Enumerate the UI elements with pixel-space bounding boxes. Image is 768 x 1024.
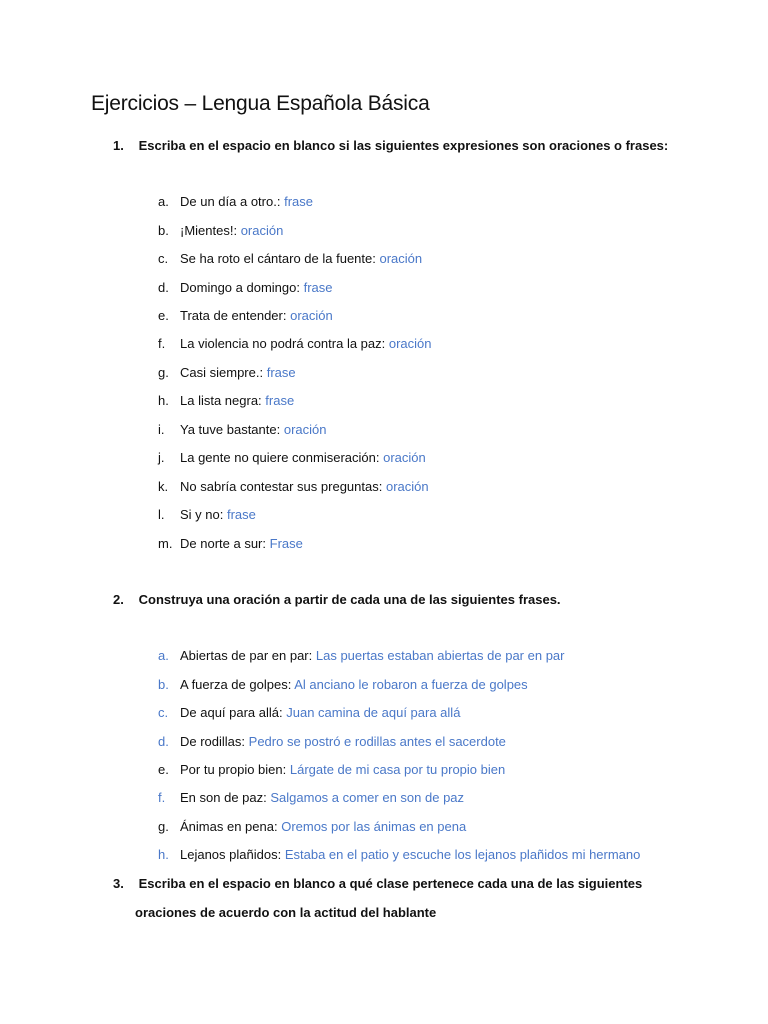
list-item — [158, 647, 565, 665]
item-answer: Lárgate de mi casa por tu propio bien — [289, 762, 506, 777]
item-answer: frase — [226, 507, 256, 522]
list-item — [158, 676, 528, 694]
item-answer: oración — [388, 336, 432, 351]
question-number: 3. — [113, 876, 124, 891]
item-answer: oración — [283, 422, 327, 437]
item-letter: h. — [158, 847, 169, 862]
item-letter: g. — [158, 819, 169, 834]
item-text: Ánimas en pena: — [180, 819, 278, 834]
item-letter: a. — [158, 194, 169, 209]
question-number: 1. — [113, 138, 124, 153]
list-item — [158, 392, 294, 410]
item-text: No sabría contestar sus preguntas: — [180, 479, 383, 494]
list-item — [158, 478, 429, 496]
item-text: Lejanos plañidos: — [180, 847, 282, 862]
item-answer: oración — [290, 308, 333, 323]
list-item — [158, 761, 505, 779]
list-item — [158, 364, 296, 382]
item-answer: Estaba en el patio y escuche los lejanos plañidos mi hermano — [284, 847, 641, 862]
list-item — [158, 193, 313, 211]
item-text: De norte a sur: — [180, 536, 266, 551]
item-letter: f. — [158, 336, 166, 351]
question-text-continued: oraciones de acuerdo con la actitud del hablante — [135, 905, 437, 920]
item-answer: oración — [385, 479, 429, 494]
item-text: La violencia no podrá contra la paz: — [180, 336, 386, 351]
item-text: En son de paz: — [180, 790, 267, 805]
list-item — [158, 789, 464, 807]
item-text: A fuerza de golpes: — [180, 677, 292, 692]
item-answer: oración — [383, 450, 426, 465]
item-answer: oración — [240, 223, 284, 238]
item-answer: frase — [266, 365, 296, 380]
list-item — [158, 222, 283, 240]
item-letter: d. — [158, 280, 169, 295]
item-letter: c. — [158, 251, 169, 266]
item-text: Por tu propio bien: — [180, 762, 287, 777]
list-item — [158, 449, 426, 467]
item-letter: m. — [158, 536, 173, 551]
item-answer: Juan camina de aquí para allá — [286, 705, 461, 720]
item-text: La gente no quiere conmiseración: — [180, 450, 380, 465]
item-letter: k. — [158, 479, 169, 494]
question-number: 2. — [113, 592, 124, 607]
item-text: Ya tuve bastante: — [180, 422, 281, 437]
item-letter: e. — [158, 308, 169, 323]
item-text: Casi siempre.: — [180, 365, 264, 380]
item-letter: b. — [158, 677, 169, 692]
question-1 — [113, 138, 668, 153]
item-letter: h. — [158, 393, 169, 408]
question-text: Escriba en el espacio en blanco a qué clase pertenece cada una de las siguientes — [138, 876, 643, 891]
item-text: Si y no: — [180, 507, 224, 522]
item-letter: l. — [158, 507, 165, 522]
item-letter: i. — [158, 422, 165, 437]
item-answer: frase — [284, 194, 313, 209]
list-item — [158, 307, 333, 325]
item-answer: Pedro se postró e rodillas antes el sacerdote — [248, 734, 506, 749]
item-answer: frase — [265, 393, 295, 408]
item-text: Domingo a domingo: — [180, 280, 300, 295]
list-item — [158, 846, 640, 864]
list-item — [158, 279, 333, 297]
item-answer: oración — [379, 251, 423, 266]
item-text: La lista negra: — [180, 393, 262, 408]
item-text: Trata de entender: — [180, 308, 287, 323]
list-item — [158, 733, 506, 751]
item-text: De aquí para allá: — [180, 705, 283, 720]
item-answer: Oremos por las ánimas en pena — [281, 819, 467, 834]
document-title: Ejercicios – Lengua Española Básica — [91, 92, 430, 115]
item-text: Se ha roto el cántaro de la fuente: — [180, 251, 376, 266]
item-letter: j. — [158, 450, 165, 465]
list-item — [158, 818, 466, 836]
item-answer: frase — [303, 280, 333, 295]
list-item — [158, 506, 256, 524]
list-item — [158, 421, 326, 439]
list-item — [158, 335, 432, 353]
item-text: De rodillas: — [180, 734, 246, 749]
item-text: Abiertas de par en par: — [180, 648, 313, 663]
item-answer: Al anciano le robaron a fuerza de golpes — [294, 677, 528, 692]
item-answer: Frase — [269, 536, 303, 551]
item-letter: a. — [158, 648, 169, 663]
item-letter: b. — [158, 223, 169, 238]
list-item — [158, 704, 460, 722]
item-letter: e. — [158, 762, 169, 777]
item-text: ¡Mientes!: — [180, 223, 238, 238]
item-letter: d. — [158, 734, 169, 749]
item-text: De un día a otro.: — [180, 194, 281, 209]
question-3 — [113, 876, 642, 891]
item-letter: g. — [158, 365, 169, 380]
list-item — [158, 535, 303, 553]
item-answer: Las puertas estaban abiertas de par en par — [315, 648, 565, 663]
question-text: Construya una oración a partir de cada una de las siguientes frases. — [138, 592, 561, 607]
item-letter: f. — [158, 790, 166, 805]
question-text: Escriba en el espacio en blanco si las siguientes expresiones son oraciones o frases: — [138, 138, 669, 153]
question-2 — [113, 592, 561, 607]
list-item — [158, 250, 422, 268]
item-answer: Salgamos a comer en son de paz — [270, 790, 465, 805]
item-letter: c. — [158, 705, 169, 720]
